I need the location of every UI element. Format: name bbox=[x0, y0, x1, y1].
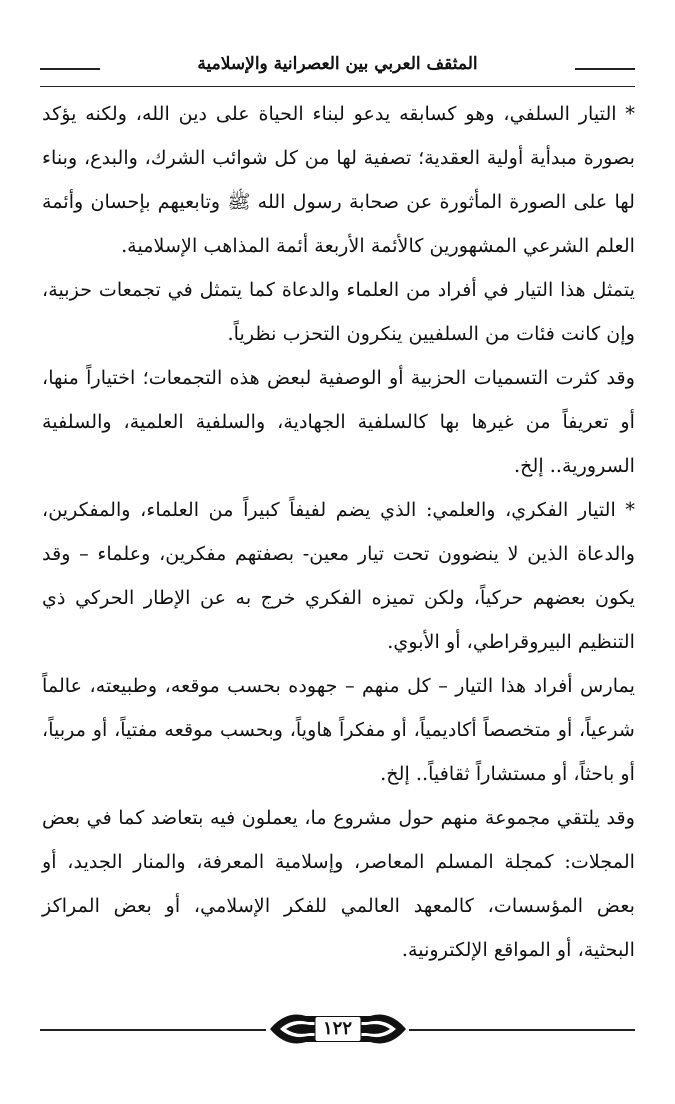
header-rule-left bbox=[40, 68, 100, 70]
paragraph-intellectual-projects: وقد يلتقي مجموعة منهم حول مشروع ما، يعملون فيه بتعاضد كما في بعض المجلات: كمجلة المسلم المعاصر، وإسلامية المعرفة، والمنار الجديد، أو بعض المؤسسات، كالمعهد العالمي للفكر الإسلامي، أو بعض المراكز البحثية، أو المواقع الإلكترونية. bbox=[42, 806, 635, 961]
paragraph-salafi-groups: يتمثل هذا التيار في أفراد من العلماء والدعاة كما يتمثل في تجمعات حزبية، وإن كانت فئات من السلفيين ينكرون التحزب نظرياً. bbox=[42, 278, 635, 345]
paragraph-intellectual-roles: يمارس أفراد هذا التيار – كل منهم – جهوده بحسب موقعه، وطبيعته، عالماً شرعياً، أو متخصصاً أكاديمياً، أو مفكراً هاوياً، وبحسب موقعه مفتياً، أو مربياً، أو باحثاً، أو مستشاراً ثقافياً.. إلخ. bbox=[42, 674, 635, 785]
page-number: ١٢٢ bbox=[314, 1016, 361, 1042]
header-rule-right bbox=[575, 68, 635, 70]
paragraph-salafi-names: وقد كثرت التسميات الحزبية أو الوصفية لبعض هذه التجمعات؛ اختياراً منها، أو تعريفاً من غيرها بها كالسلفية الجهادية، والسلفية العلمية، والسلفية السرورية.. إلخ. bbox=[42, 366, 635, 477]
footer-rule-left bbox=[40, 1029, 266, 1031]
header-underline bbox=[40, 86, 635, 87]
running-header bbox=[40, 50, 635, 80]
running-header-title: المثقف العربي بين العصرانية والإسلامية bbox=[189, 54, 485, 74]
page-body bbox=[42, 92, 635, 972]
page-footer bbox=[40, 1004, 635, 1056]
paragraph-intellectual-current: * التيار الفكري، والعلمي: الذي يضم لفيفاً كبيراً من العلماء، والمفكرين، والدعاة الذين لا ينضوون تحت تيار معين- بصفتهم مفكرين، وعلماء – وقد يكون بعضهم حركياً، ولكن تميزه الفكري خرج به عن الإطار الحركي ذي التنظيم البيروقراطي، أو الأبوي. bbox=[42, 498, 635, 653]
footer-rule-right bbox=[409, 1029, 635, 1031]
paragraph-salafi-current: * التيار السلفي، وهو كسابقه يدعو لبناء الحياة على دين الله، ولكنه يؤكد بصورة مبدأية أولية العقدية؛ تصفية لها من كل شوائب الشرك، والبدع، وبناء لها على الصورة المأثورة عن صحابة رسول الله ﷺ وتابعيهم بإحسان وأئمة العلم الشرعي المشهورين كالأئمة الأربعة أئمة المذاهب الإسلامية. bbox=[42, 102, 635, 257]
